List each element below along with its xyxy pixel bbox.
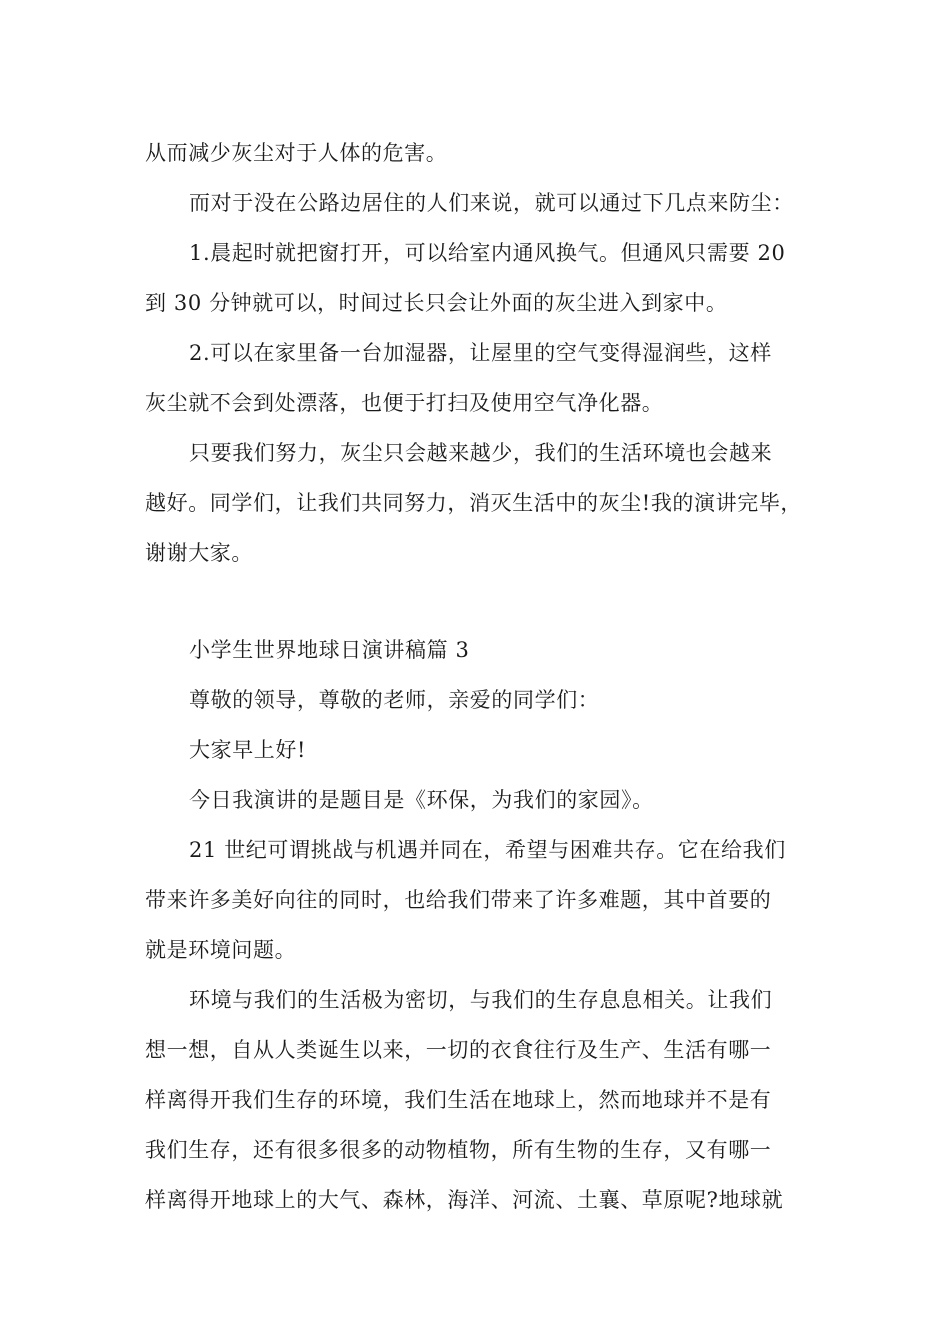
paragraph-line: 样离得开我们生存的环境，我们生活在地球上，然而地球并不是有	[145, 1088, 772, 1112]
section-title: 小学生世界地球日演讲稿篇 3	[189, 638, 470, 662]
paragraph-line: 大家早上好!	[189, 738, 307, 762]
paragraph-line: 谢谢大家。	[145, 541, 253, 565]
paragraph-line: 越好。同学们，让我们共同努力，消灭生活中的灰尘!我的演讲完毕，	[145, 491, 803, 515]
paragraph-line: 1.晨起时就把窗打开，可以给室内通风换气。但通风只需要 20	[189, 241, 786, 265]
paragraph-line: 灰尘就不会到处漂落，也便于打扫及使用空气净化器。	[145, 391, 664, 415]
paragraph-line: 从而减少灰尘对于人体的危害。	[145, 141, 448, 165]
paragraph-line: 而对于没在公路边居住的人们来说，就可以通过下几点来防尘：	[189, 191, 794, 215]
paragraph-line: 想一想，自从人类诞生以来，一切的衣食往行及生产、生活有哪一	[145, 1038, 772, 1062]
paragraph-line: 21 世纪可谓挑战与机遇并同在，希望与困难共存。它在给我们	[189, 838, 786, 862]
paragraph-line: 样离得开地球上的大气、森林，海洋、河流、土襄、草原呢?地球就	[145, 1188, 784, 1212]
paragraph-line: 到 30 分钟就可以，时间过长只会让外面的灰尘进入到家中。	[145, 291, 728, 315]
paragraph-line: 今日我演讲的是题目是《环保，为我们的家园》。	[189, 788, 654, 812]
paragraph-line: 只要我们努力，灰尘只会越来越少，我们的生活环境也会越来	[189, 441, 773, 465]
paragraph-line: 我们生存，还有很多很多的动物植物，所有生物的生存，又有哪一	[145, 1138, 772, 1162]
paragraph-line: 就是环境问题。	[145, 938, 297, 962]
paragraph-line: 环境与我们的生活极为密切，与我们的生存息息相关。让我们	[189, 988, 773, 1012]
paragraph-line: 带来许多美好向往的同时，也给我们带来了许多难题，其中首要的	[145, 888, 772, 912]
paragraph-line: 2.可以在家里备一台加湿器，让屋里的空气变得湿润些，这样	[189, 341, 772, 365]
paragraph-line: 尊敬的领导，尊敬的老师，亲爱的同学们：	[189, 688, 600, 712]
